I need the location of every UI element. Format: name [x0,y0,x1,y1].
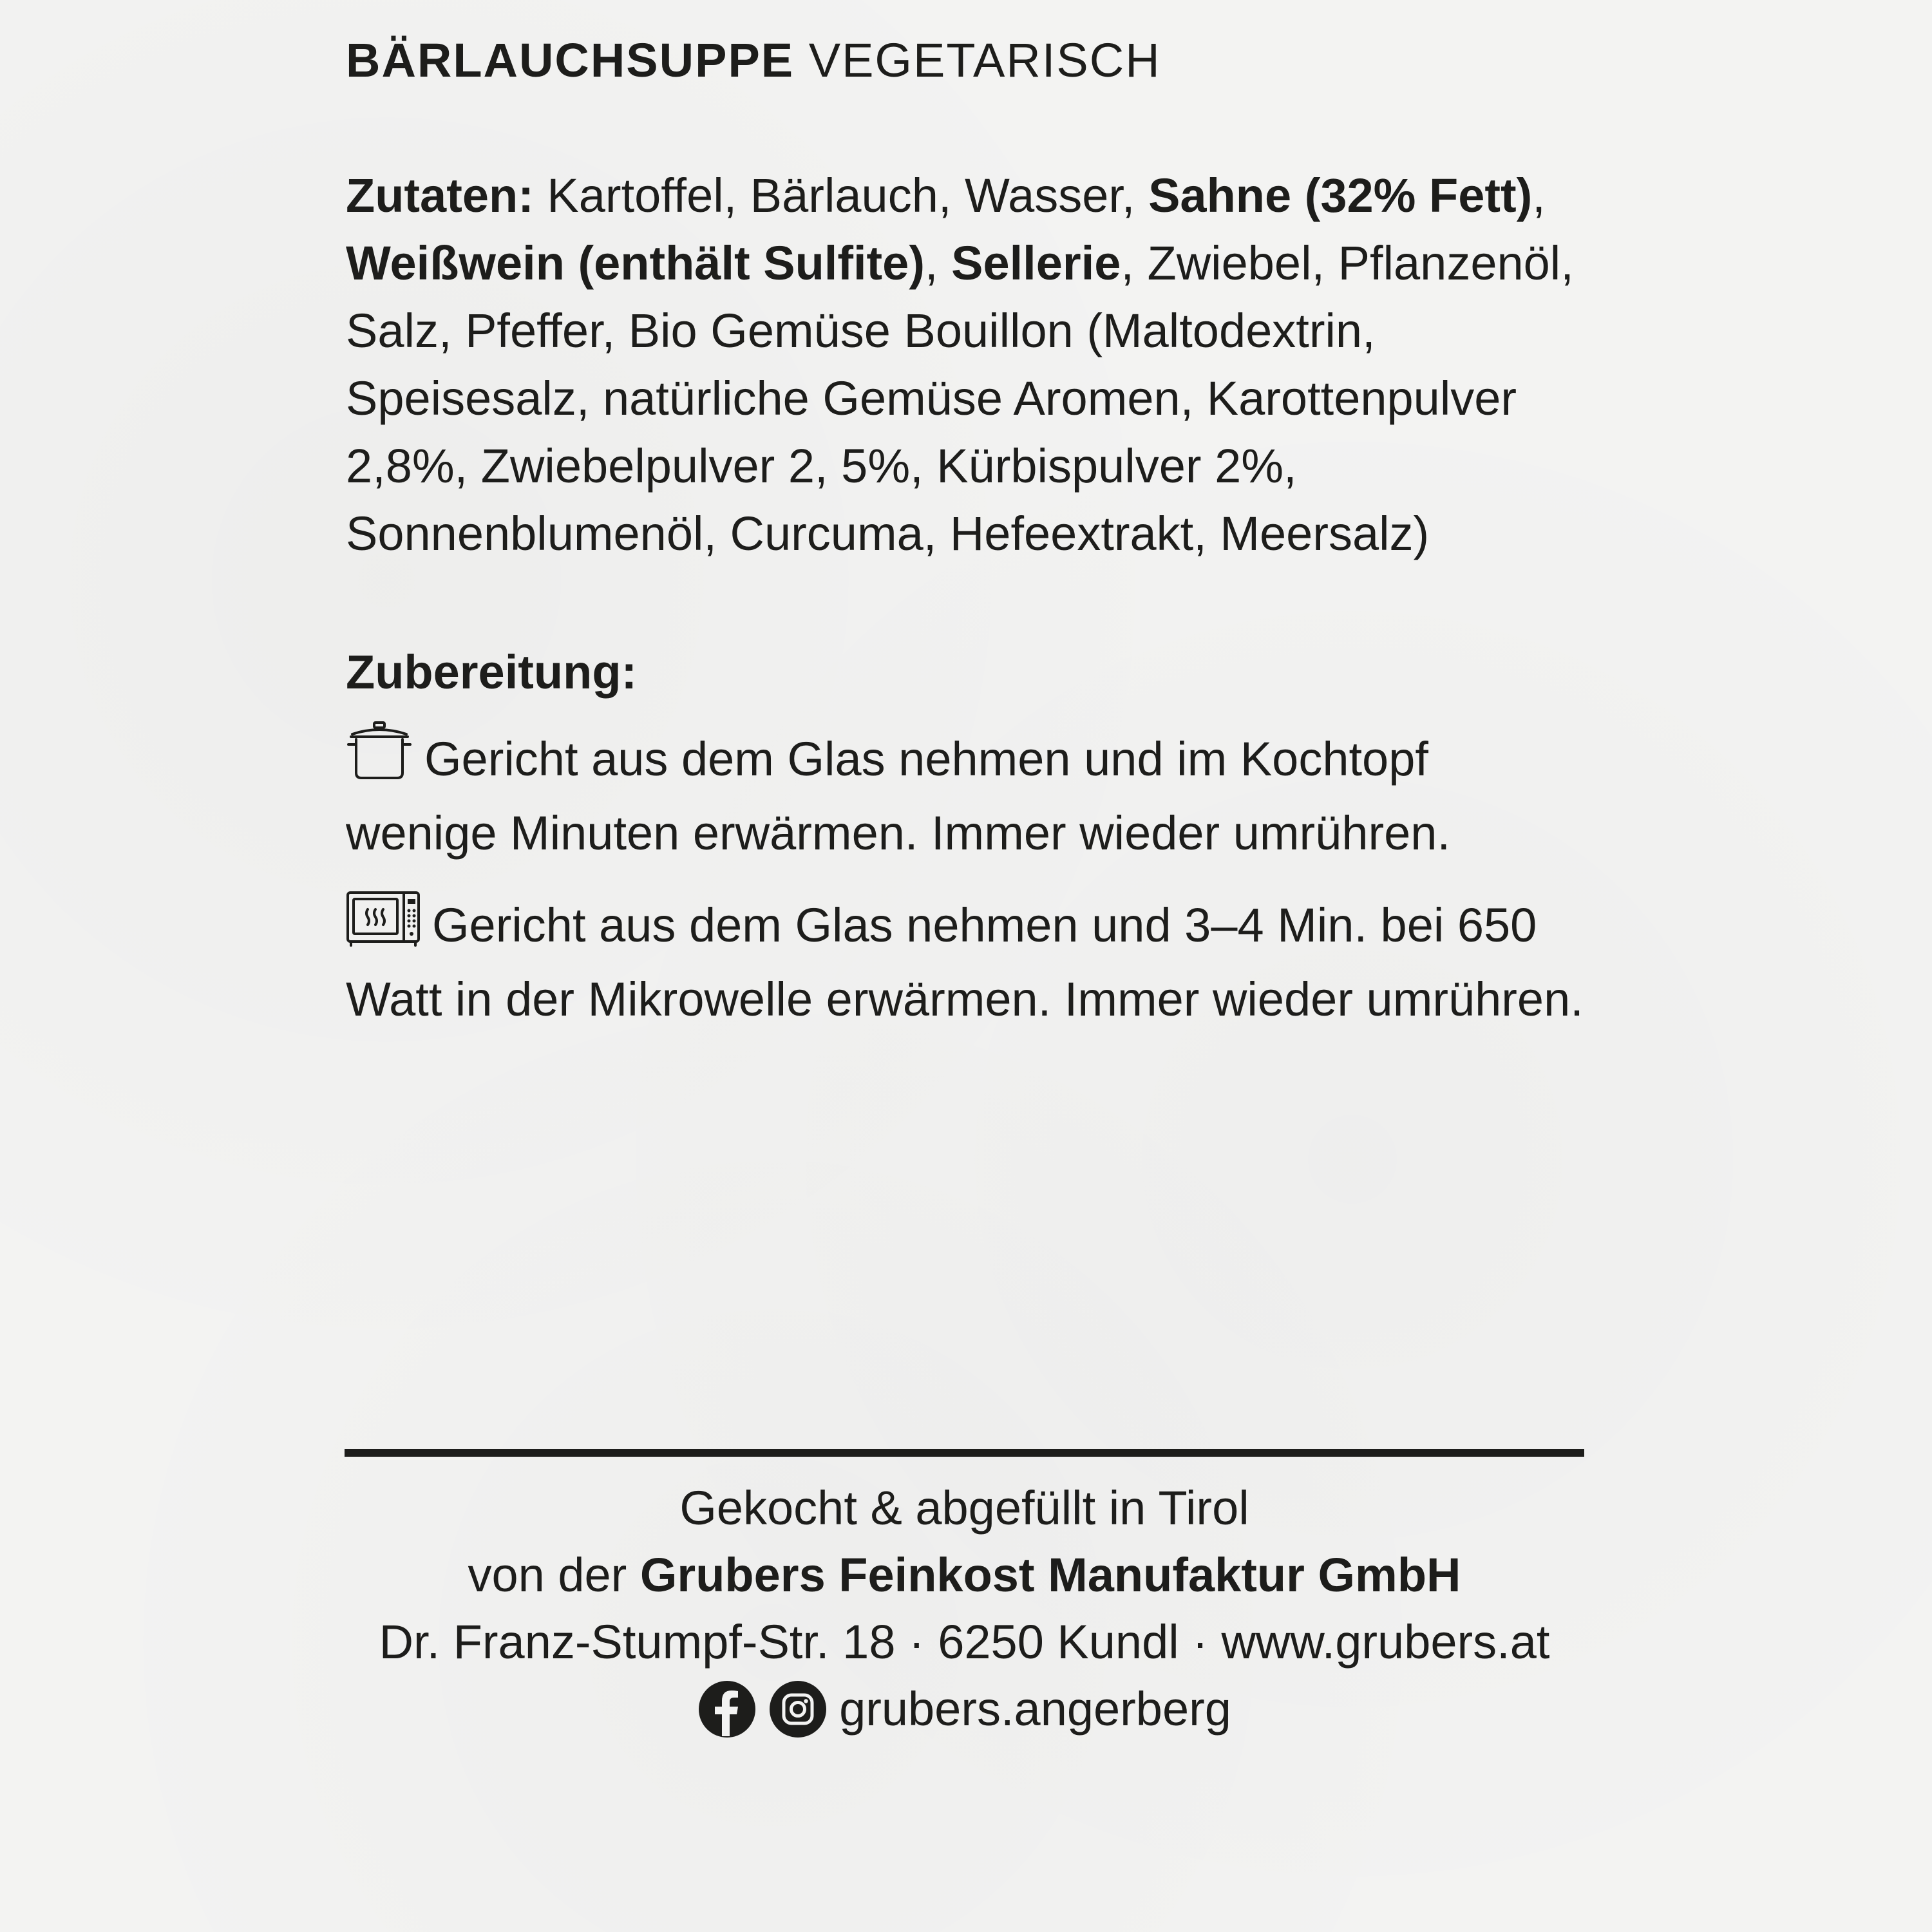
facebook-icon[interactable] [697,1680,757,1739]
instagram-icon[interactable] [768,1680,828,1739]
product-type: VEGETARISCH [808,33,1161,87]
allergen-cream: Sahne (32% Fett) [1148,168,1533,222]
microwave-icon [346,890,421,965]
social-handle[interactable]: grubers.angerberg [839,1682,1231,1736]
producer-prefix: von der [468,1548,640,1602]
ingredients-label: Zutaten: [346,168,534,222]
preparation-step-text: Gericht aus dem Glas nehmen und 3–4 Min. bei 650 Watt in der Mikrowelle erwärmen. Immer wieder umrühren. [346,898,1584,1026]
product-name: BÄRLAUCHSUPPE [346,33,795,87]
allergen-wine: Weißwein (enthält Sulfite) [346,236,925,290]
preparation-heading: Zubereitung: [346,645,638,699]
ingredient-part: Kartoffel, Bärlauch, Wasser, [533,168,1149,222]
preparation-step-stove [346,720,1589,867]
ingredient-part: , Zwiebel, Pflanzenöl, Salz, Pfeffer, Bio Gemüse Bouillon (Maltodextrin, Speisesalz, natürliche Gemüse Aromen, Karottenpulver 2,8%, Zwiebelpulver 2, 5%, Kürbispulver 2%, Sonnenblumenöl, Curcuma, Hefeextrakt, Meersalz) [346,236,1574,560]
ingredients-text [346,169,1574,560]
social-line [345,1676,1584,1743]
company-name: Grubers Feinkost Manufaktur GmbH [639,1548,1461,1602]
producer-footer [345,1475,1584,1743]
cooking-pot-icon [346,720,413,799]
ingredient-part: , [1532,168,1546,222]
footer-divider [345,1449,1584,1457]
producer-line [345,1542,1584,1609]
preparation-step-text: Gericht aus dem Glas nehmen und im Kochtopf wenige Minuten erwärmen. Immer wieder umrühren. [346,732,1451,860]
address-line: Dr. Franz-Stumpf-Str. 18 · 6250 Kundl · www.grubers.at [379,1615,1550,1669]
ingredient-part: , [924,236,952,290]
origin-line: Gekocht & abgefüllt in Tirol [679,1481,1249,1535]
product-label [346,32,1589,1033]
allergen-celery: Sellerie [951,236,1121,290]
ingredients-section [346,162,1589,567]
product-title [346,32,1589,90]
preparation-step-microwave [346,890,1589,1033]
